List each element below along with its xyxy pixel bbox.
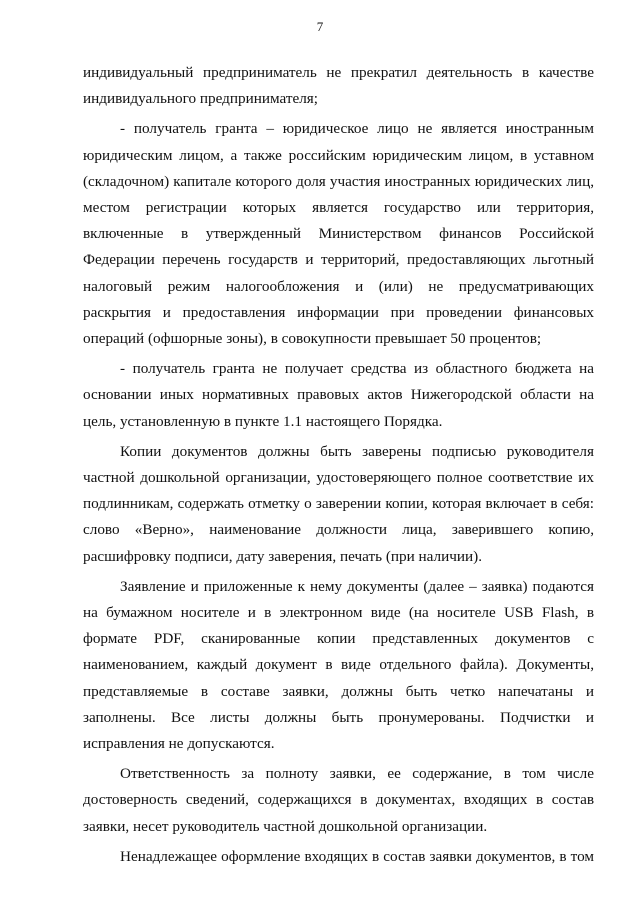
paragraph-regional-budget-condition: - получатель гранта не получает средства из областного бюджета на основании иных нормативных правовых актов Нижегородской области на цель, установленную в пункте 1.1 настоящего Порядка. (83, 360, 594, 430)
paragraph-improper-formatting: Ненадлежащее оформление входящих в состав заявки документов, в том (120, 847, 594, 865)
paragraph-document-copies: Копии документов должны быть заверены подписью руководителя частной дошкольной организации, удостоверяющего полное соответствие их подлинникам, содержать отметку о заверении копии, которая включает в себя: слово «Верно», наименование должности лица, заверившего копию, расшифровку подписи, дату заверения, печать (при наличии). (83, 442, 594, 565)
paragraph-responsibility: Ответственность за полноту заявки, ее содержание, в том числе достоверность сведений, содержащихся в документах, входящих в состав заявки, несет руководитель частной дошкольной организации. (83, 765, 594, 835)
paragraph-application-submission: Заявление и приложенные к нему документы (далее – заявка) подаются на бумажном носителе и в электронном виде (на носителе USB Flash, в формате PDF, сканированные копии представленных документов с наименованием, каждый документ в виде отдельного файла). Документы, представляемые в составе заявки, должны быть четко напечатаны и заполнены. Все листы должны быть пронумерованы. Подчистки и исправления не допускаются. (83, 577, 594, 753)
page-number: 7 (316, 19, 324, 34)
paragraph-foreign-entity-condition: - получатель гранта – юридическое лицо не является иностранным юридическим лицом, а также российским юридическим лицом, в уставном (складочном) капитале которого доля участия иностранных юридических лиц, местом регистрации которых является государство или территория, включенные в утвержденный Министерством финансов Российской Федерации перечень государств и территорий, предоставляющих льготный налоговый режим налогообложения и (или) не предусматривающих раскрытия и предоставления информации при проведении финансовых операций (офшорные зоны), в совокупности превышает 50 процентов; (83, 120, 594, 348)
paragraph-continuation: индивидуальный предприниматель не прекратил деятельность в качестве индивидуального предпринимателя; (83, 64, 594, 108)
document-body (83, 60, 594, 874)
